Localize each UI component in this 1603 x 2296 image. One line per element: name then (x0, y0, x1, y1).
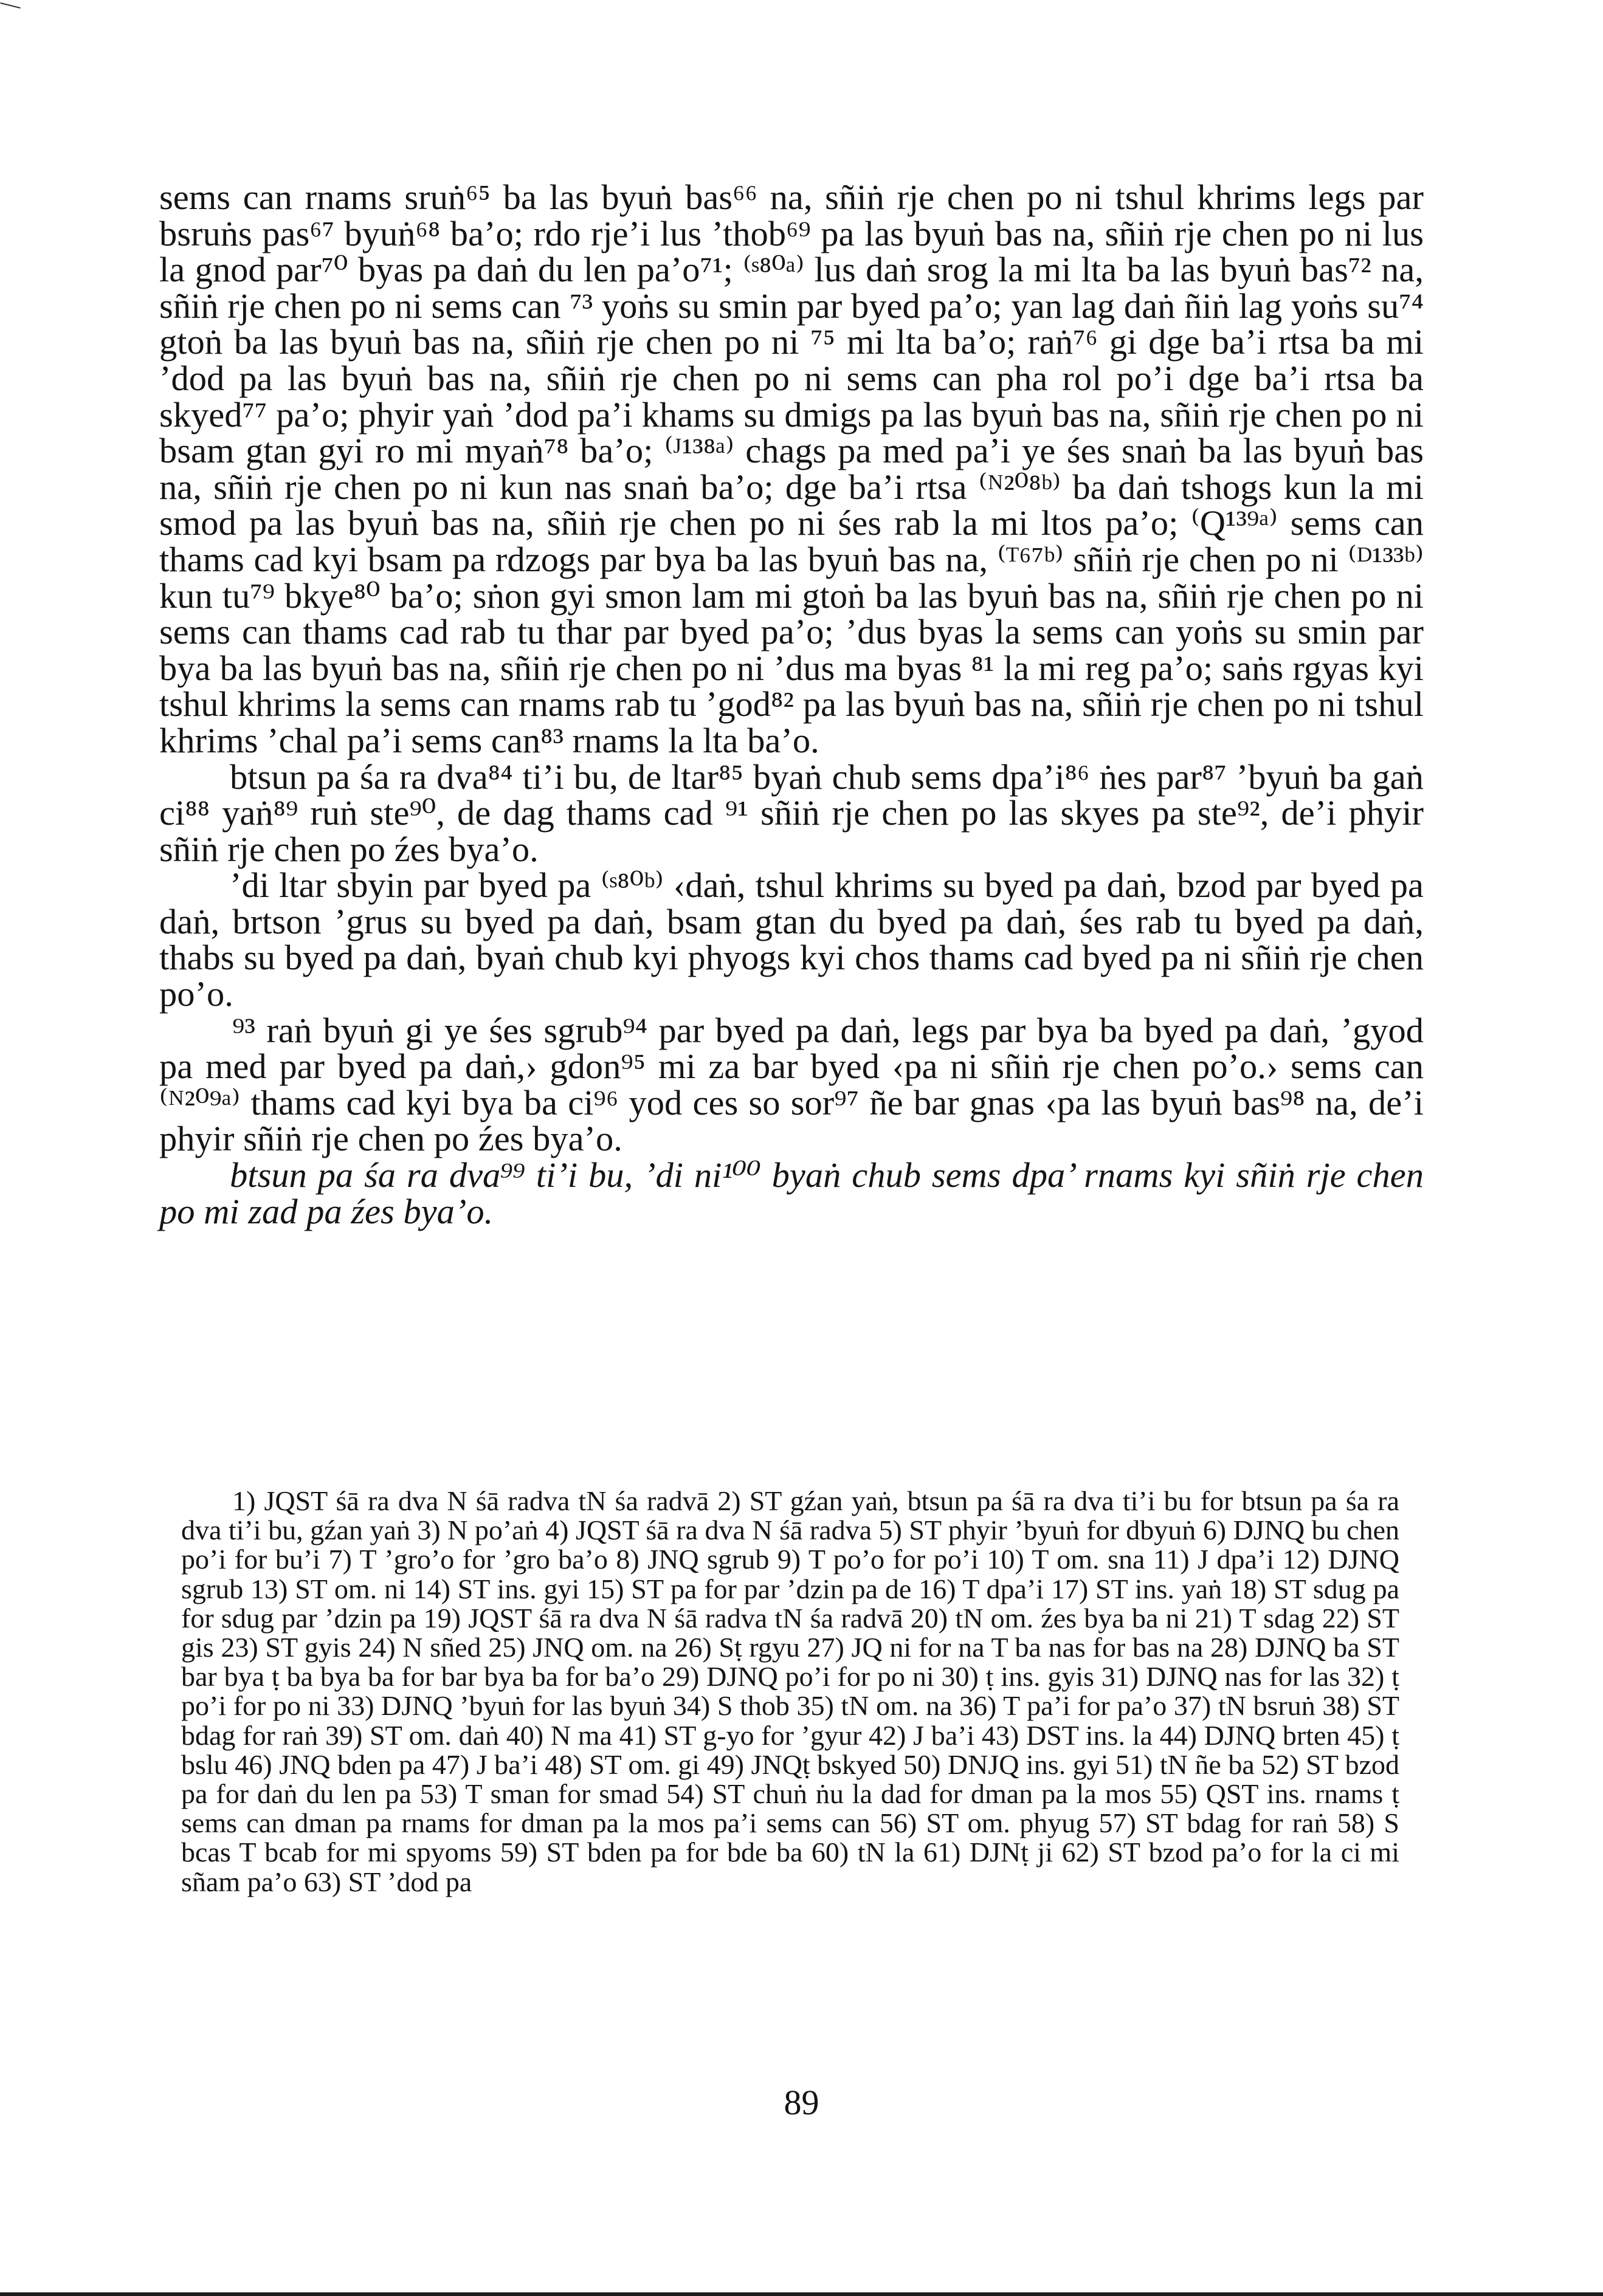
footnotes-text: 1) JQST śā ra dva N śā radva tN śa radvā 2) ST gźan yaṅ, btsun pa śā ra dva ti’i bu for btsun pa śa ra dva ti’i bu, gźan yaṅ 3) N po’aṅ 4) JQST śā ra dva N śā radva 5) ST phyir ’byuṅ for dbyuṅ 6) DJNQ bu chen po’i for bu’i 7) T ’gro’o for ’gro ba’o 8) JNQ sgrub 9) T po’o for po’i 10) T om. sna 11) J dpa’i 12) DJNQ sgrub 13) ST om. ni 14) ST ins. gyi 15) ST pa for par ’dzin pa de 16) T dpa’i 17) ST ins. yaṅ 18) ST sdug pa for sdug par ’dzin pa 19) JQST śā ra dva N śā radva tN śa radvā 20) tN om. źes bya ba ni 21) T sdag 22) ST gis 23) ST gyis 24) N sñed 25) JNQ om. na 26) Sṭ rgyu 27) JQ ni for na T ba nas for bas na 28) DJNQ ba ST bar bya ṭ ba bya ba for bar bya ba for ba’o 29) DJNQ po’i for po ni 30) ṭ ins. gyis 31) DJNQ nas for las 32) ṭ po’i for po ni 33) DJNQ ’byuṅ for las byuṅ 34) S thob 35) tN om. na 36) T pa’i for pa’o 37) tN bsruṅ 38) ST bdag for raṅ 39) ST om. daṅ 40) N ma 41) ST g-yo for ’gyur 42) J ba’i 43) DST ins. la 44) DJNQ brten 45) ṭ bslu 46) JNQ bden pa 47) J ba’i 48) ST om. gi 49) JNQṭ bskyed 50) DNJQ ins. gyi 51) tN ñe ba 52) ST bzod pa for daṅ du len pa 53) T sman for smad 54) ST chuṅ ṅu la dad for dman pa la mos 55) QST ins. rnams ṭ sems can dman pa rnams for dman pa la mos pa’i sems can 56) ST om. phyug 57) ST bdag for raṅ 58) S bcas T bcab for mi spyoms 59) ST bden pa for bde ba 60) tN la 61) DJNṭ ji 62) ST bzod pa’o for la ci mi sñam pa’o 63) ST ’dod pa (181, 1485, 1399, 1897)
main-text-block (159, 179, 1424, 1229)
footnotes-block (181, 1487, 1399, 1897)
bottom-edge-rule (0, 2292, 1603, 2296)
paragraph-4: ⁹³ raṅ byuṅ gi ye śes sgrub⁹⁴ par byed pa daṅ, legs par bya ba byed pa daṅ, ’gyod pa med par byed pa daṅ,› gdon⁹⁵ mi za bar byed ‹pa ni sñiṅ rje chen po’o.› sems can ⁽ᴺ²⁰⁹ᵃ⁾ thams cad kyi bya ba ci⁹⁶ yod ces so sor⁹⁷ ñe bar gnas ‹pa las byuṅ bas⁹⁸ na, de’i phyir sñiṅ rje chen po źes bya’o. (159, 1010, 1424, 1159)
paragraph-5: btsun pa śa ra dva⁹⁹ ti’i bu, ’di ni¹⁰⁰ byaṅ chub sems dpa’ rnams kyi sñiṅ rje chen po mi zad pa źes bya’o. (159, 1155, 1424, 1231)
scan-corner-mark (0, 2, 20, 9)
paragraph-2: btsun pa śa ra dva⁸⁴ ti’i bu, de ltar⁸⁵ byaṅ chub sems dpa’i⁸⁶ ṅes par⁸⁷ ’byuṅ ba gaṅ ci⁸⁸ yaṅ⁸⁹ ruṅ ste⁹⁰, de dag thams cad ⁹¹ sñiṅ rje chen po las skyes pa ste⁹², de’i phyir sñiṅ rje chen po źes bya’o. (159, 757, 1424, 869)
page-number: 89 (784, 2083, 819, 2122)
paragraph-3: ’di ltar sbyin par byed pa ⁽ˢ⁸⁰ᵇ⁾ ‹daṅ, tshul khrims su byed pa daṅ, bzod par byed pa daṅ, brtson ’grus su byed pa daṅ, bsam gtan du byed pa daṅ, śes rab tu byed pa daṅ, thabs su byed pa daṅ, byaṅ chub kyi phyogs kyi chos thams cad byed pa ni sñiṅ rje chen po’o. (159, 865, 1424, 1014)
paragraph-1: sems can rnams sruṅ⁶⁵ ba las byuṅ bas⁶⁶ na, sñiṅ rje chen po ni tshul khrims legs par bsruṅs pas⁶⁷ byuṅ⁶⁸ ba’o; rdo rje’i lus ’thob⁶⁹ pa las byuṅ bas na, sñiṅ rje chen po ni lus la gnod par⁷⁰ byas pa daṅ du len pa’o⁷¹; ⁽ˢ⁸⁰ᵃ⁾ lus daṅ srog la mi lta ba las byuṅ bas⁷² na, sñiṅ rje chen po ni sems can ⁷³ yoṅs su smin par byed pa’o; yan lag daṅ ñiṅ lag yoṅs su⁷⁴ gtoṅ ba las byuṅ bas na, sñiṅ rje chen po ni ⁷⁵ mi lta ba’o; raṅ⁷⁶ gi dge ba’i rtsa ba mi ’dod pa las byuṅ bas na, sñiṅ rje chen po ni sems can pha rol po’i dge ba’i rtsa ba skyed⁷⁷ pa’o; phyir yaṅ ’dod pa’i khams su dmigs pa las byuṅ bas na, sñiṅ rje chen po ni bsam gtan gyi ro mi myaṅ⁷⁸ ba’o; ⁽ᴶ¹³⁸ᵃ⁾ chags pa med pa’i ye śes snaṅ ba las byuṅ bas na, sñiṅ rje chen po ni kun nas snaṅ ba’o; dge ba’i rtsa ⁽ᴺ²⁰⁸ᵇ⁾ ba daṅ tshogs kun la mi smod pa las byuṅ bas na, sñiṅ rje chen po ni śes rab la mi ltos pa’o; ⁽Q¹³⁹ᵃ⁾ sems can thams cad kyi bsam pa rdzogs par bya ba las byuṅ bas na, ⁽ᵀ⁶⁷ᵇ⁾ sñiṅ rje chen po ni ⁽ᴰ¹³³ᵇ⁾ kun tu⁷⁹ bkye⁸⁰ ba’o; sṅon gyi smon lam mi gtoṅ ba las byuṅ bas na, sñiṅ rje chen po ni sems can thams cad rab tu thar par byed pa’o; ’dus byas la sems can yoṅs su smin par bya ba las byuṅ bas na, sñiṅ rje chen po ni ’dus ma byas ⁸¹ la mi reg pa’o; saṅs rgyas kyi tshul khrims la sems can rnams rab tu ’god⁸² pa las byuṅ bas na, sñiṅ rje chen po ni tshul khrims ’chal pa’i sems can⁸³ rnams la lta ba’o. (159, 177, 1424, 760)
